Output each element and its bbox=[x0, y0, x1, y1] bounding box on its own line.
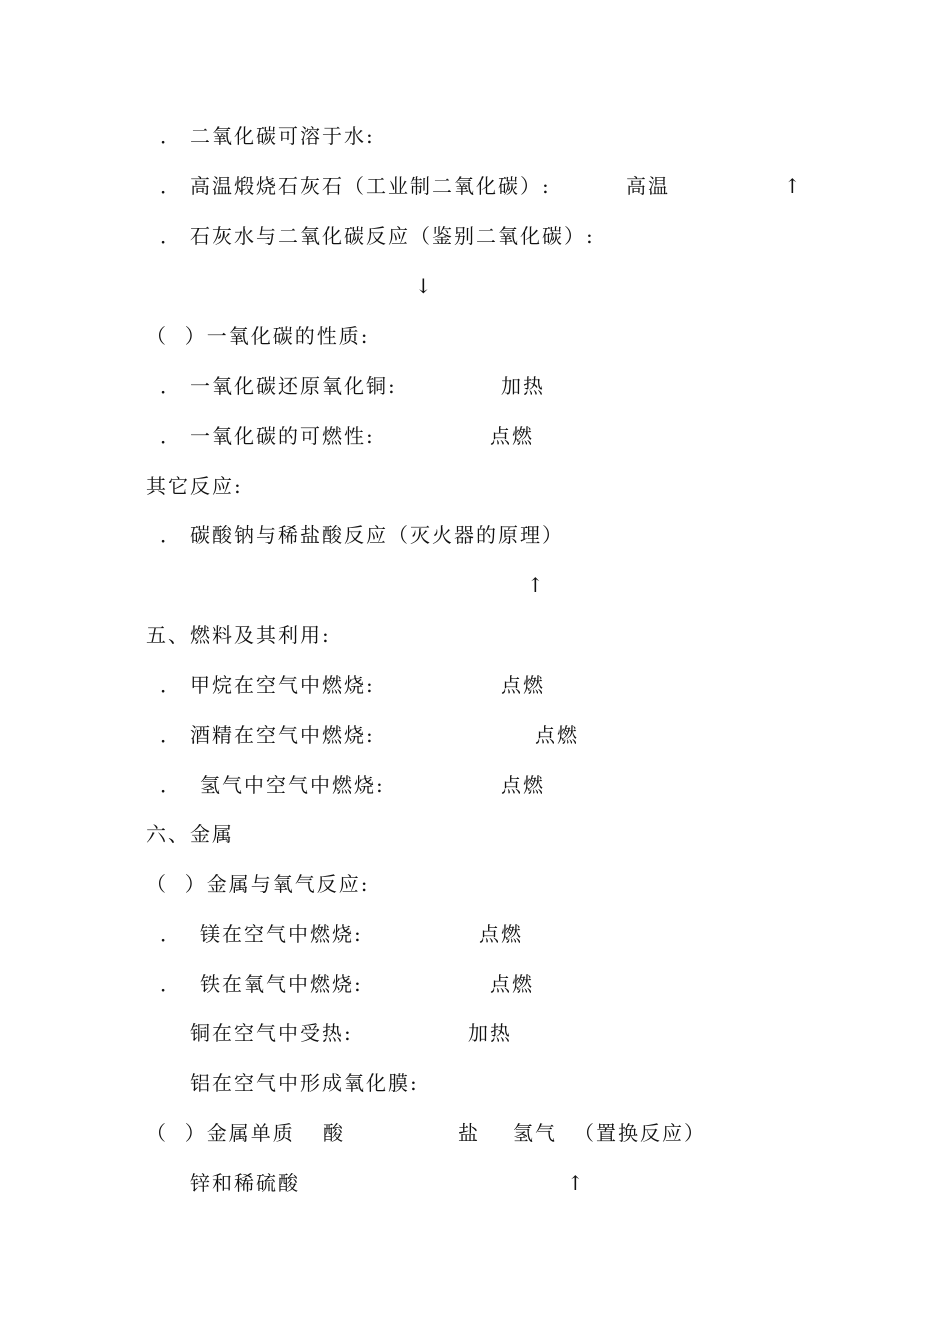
bullet-dot: ． bbox=[160, 723, 182, 747]
reaction-condition: 点燃 bbox=[535, 723, 579, 747]
equation-term: 酸 bbox=[323, 1121, 345, 1145]
line-text: 一氧化碳的可燃性: bbox=[190, 424, 375, 448]
section-heading: 六、金属 bbox=[146, 822, 234, 846]
line-text: 高温煅烧石灰石（工业制二氧化碳）: bbox=[190, 174, 551, 198]
equation-term: 盐 bbox=[458, 1121, 480, 1145]
bullet-dot: ． bbox=[160, 424, 182, 448]
reaction-condition: 点燃 bbox=[490, 972, 534, 996]
line-text: 二氧化碳可溶于水: bbox=[190, 124, 375, 148]
section-heading: （ ）金属单质 bbox=[146, 1121, 295, 1145]
reaction-condition: 点燃 bbox=[479, 922, 523, 946]
bullet-dot: ． bbox=[160, 673, 182, 697]
gas-arrow-up: ↑ bbox=[527, 573, 546, 597]
line-text: 锌和稀硫酸 bbox=[190, 1171, 300, 1195]
line-text: 铝在空气中形成氧化膜: bbox=[190, 1071, 419, 1095]
reaction-condition: 加热 bbox=[468, 1021, 512, 1045]
equation-term: 氢气 bbox=[513, 1121, 557, 1145]
equation-note: （置换反应） bbox=[574, 1121, 706, 1145]
line-text: 碳酸钠与稀盐酸反应（灭火器的原理） bbox=[190, 523, 564, 547]
bullet-dot: ． bbox=[160, 523, 182, 547]
gas-arrow-up: ↑ bbox=[567, 1171, 586, 1195]
reaction-condition: 高温 bbox=[626, 174, 670, 198]
reaction-condition: 点燃 bbox=[501, 773, 545, 797]
bullet-dot: ． bbox=[160, 174, 182, 198]
section-heading: （ ）金属与氧气反应: bbox=[146, 872, 370, 896]
reaction-condition: 点燃 bbox=[501, 673, 545, 697]
line-text: 一氧化碳还原氧化铜: bbox=[190, 374, 397, 398]
bullet-dot: ． bbox=[160, 374, 182, 398]
line-text: 石灰水与二氧化碳反应（鉴别二氧化碳）: bbox=[190, 224, 595, 248]
line-text: 铁在氧气中燃烧: bbox=[200, 972, 363, 996]
gas-arrow-up: ↑ bbox=[784, 174, 803, 198]
bullet-dot: ． bbox=[160, 922, 182, 946]
line-text: 甲烷在空气中燃烧: bbox=[190, 673, 375, 697]
bullet-dot: ． bbox=[160, 773, 182, 797]
section-heading: （ ）一氧化碳的性质: bbox=[146, 324, 370, 348]
line-text: 酒精在空气中燃烧: bbox=[190, 723, 375, 747]
reaction-condition: 点燃 bbox=[490, 424, 534, 448]
line-text: 氢气中空气中燃烧: bbox=[200, 773, 385, 797]
line-text: 铜在空气中受热: bbox=[190, 1021, 353, 1045]
bullet-dot: ． bbox=[160, 224, 182, 248]
section-heading: 其它反应: bbox=[146, 474, 243, 498]
bullet-dot: ． bbox=[160, 124, 182, 148]
line-text: 镁在空气中燃烧: bbox=[200, 922, 363, 946]
precipitate-arrow-down: ↓ bbox=[415, 274, 434, 298]
reaction-condition: 加热 bbox=[501, 374, 545, 398]
bullet-dot: ． bbox=[160, 972, 182, 996]
section-heading: 五、燃料及其利用: bbox=[146, 623, 331, 647]
